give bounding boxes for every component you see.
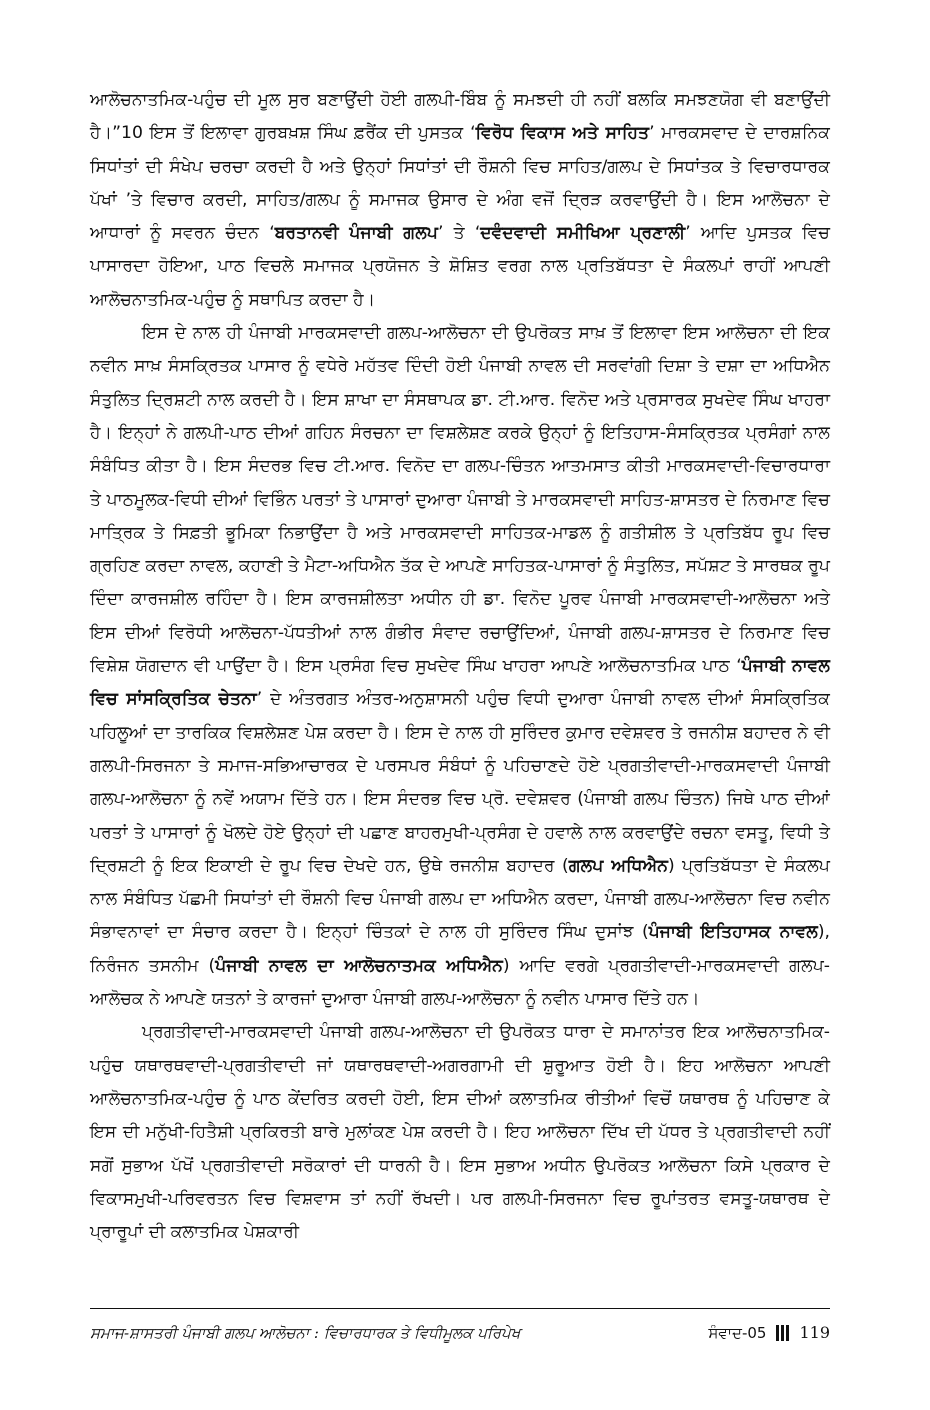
page-number: 119	[799, 1323, 830, 1342]
bold-title-text: ਦਵੰਦਵਾਦੀ ਸਮੀਖਿਆ ਪ੍ਰਣਾਲੀ	[480, 223, 686, 244]
body-text: ਇਸ ਦੇ ਨਾਲ ਹੀ ਪੰਜਾਬੀ ਮਾਰਕਸਵਾਦੀ ਗਲਪ-ਆਲੋਚਨਾ ਦੀ ਉਪਰੋਕਤ ਸਾਖ਼ ਤੋਂ ਇਲਾਵਾ ਇਸ ਆਲੋਚਨਾ ਦੀ ਇਕ ਨਵੀਨ ਸਾਖ਼ ਸੰਸਕ੍ਰਿਤਕ ਪਾਸਾਰ ਨੂੰ ਵਧੇਰੇ ਮਹੱਤਵ ਦਿੰਦੀ ਹੋਈ ਪੰਜਾਬੀ ਨਾਵਲ ਦੀ ਸਰਵਾਂਗੀ ਦਿਸ਼ਾ ਤੇ ਦਸ਼ਾ ਦਾ ਅਧਿਐਨ ਸੰਤੁਲਿਤ ਦ੍ਰਿਸ਼ਟੀ ਨਾਲ ਕਰਦੀ ਹੈ। ਇਸ ਸ਼ਾਖਾ ਦਾ ਸੰਸਥਾਪਕ ਡਾ. ਟੀ.ਆਰ. ਵਿਨੋਦ ਅਤੇ ਪ੍ਰਸਾਰਕ ਸੁਖਦੇਵ ਸਿੰਘ ਖਾਹਰਾ ਹੈ। ਇਨ੍ਹਾਂ ਨੇ ਗਲਪੀ-ਪਾਠ ਦੀਆਂ ਗਹਿਨ ਸੰਰਚਨਾ ਦਾ ਵਿਸ਼ਲੇਸ਼ਣ ਕਰਕੇ ਉਨ੍ਹਾਂ ਨੂੰ ਇਤਿਹਾਸ-ਸੰਸਕ੍ਰਿਤਕ ਪ੍ਰਸੰਗਾਂ ਨਾਲ ਸੰਬੰਧਿਤ ਕੀਤਾ ਹੈ। ਇਸ ਸੰਦਰਭ ਵਿਚ ਟੀ.ਆਰ. ਵਿਨੋਦ ਦਾ ਗਲਪ-ਚਿੰਤਨ ਆਤਮਸਾਤ ਕੀਤੀ ਮਾਰਕਸਵਾਦੀ-ਵਿਚਾਰਧਾਰਾ ਤੇ ਪਾਠਮੂਲਕ-ਵਿਧੀ ਦੀਆਂ ਵਿਭਿੰਨ ਪਰਤਾਂ ਤੇ ਪਾਸਾਰਾਂ ਦੁਆਰਾ ਪੰਜਾਬੀ ਤੇ ਮਾਰਕਸਵਾਦੀ ਸਾਹਿਤ-ਸ਼ਾਸਤਰ ਦੇ ਨਿਰਮਾਣ ਵਿਚ ਮਾਤ੍ਰਿਕ ਤੇ ਸਿਫ਼ਤੀ ਭੂਮਿਕਾ ਨਿਭਾਉਂਦਾ ਹੈ ਅਤੇ ਮਾਰਕਸਵਾਦੀ ਸਾਹਿਤਕ-ਮਾਡਲ ਨੂੰ ਗਤੀਸ਼ੀਲ ਤੇ ਪ੍ਰਤਿਬੱਧ ਰੂਪ ਵਿਚ ਗ੍ਰਹਿਣ ਕਰਦਾ ਨਾਵਲ, ਕਹਾਣੀ ਤੇ ਮੈਟਾ-ਅਧਿਐਨ ਤੱਕ ਦੇ ਆਪਣੇ ਸਾਹਿਤਕ-ਪਾਸਾਰਾਂ ਨੂੰ ਸੰਤੁਲਿਤ, ਸਪੱਸ਼ਟ ਤੇ ਸਾਰਥਕ ਰੂਪ ਦਿੰਦਾ ਕਾਰਜਸ਼ੀਲ ਰਹਿੰਦਾ ਹੈ। ਇਸ ਕਾਰਜਸ਼ੀਲਤਾ ਅਧੀਨ ਹੀ ਡਾ. ਵਿਨੋਦ ਪੂਰਵ ਪੰਜਾਬੀ ਮਾਰਕਸਵਾਦੀ-ਆਲੋਚਨਾ ਅਤੇ ਇਸ ਦੀਆਂ ਵਿਰੋਧੀ ਆਲੋਚਨਾ-ਪੱਧਤੀਆਂ ਨਾਲ ਗੰਭੀਰ ਸੰਵਾਦ ਰਚਾਉਂਦਿਆਂ, ਪੰਜਾਬੀ ਗਲਪ-ਸ਼ਾਸਤਰ ਦੇ ਨਿਰਮਾਣ ਵਿਚ ਵਿਸ਼ੇਸ਼ ਯੋਗਦਾਨ ਵੀ ਪਾਉਂਦਾ ਹੈ। ਇਸ ਪ੍ਰਸੰਗ ਵਿਚ ਸੁਖਦੇਵ ਸਿੰਘ ਖਾਹਰਾ ਆਪਣੇ ਆਲੋਚਨਾਤਮਿਕ ਪਾਠ ‘	[90, 323, 830, 677]
body-text: ਪ੍ਰਗਤੀਵਾਦੀ-ਮਾਰਕਸਵਾਦੀ ਪੰਜਾਬੀ ਗਲਪ-ਆਲੋਚਨਾ ਦੀ ਉਪਰੋਕਤ ਧਾਰਾ ਦੇ ਸਮਾਨਾਂਤਰ ਇਕ ਆਲੋਚਨਾਤਮਿਕ-ਪਹੁੰਚ ਯਥਾਰਥਵਾਦੀ-ਪ੍ਰਗਤੀਵਾਦੀ ਜਾਂ ਯਥਾਰਥਵਾਦੀ-ਅਗਰਗਾਮੀ ਦੀ ਸ਼ੁਰੂਆਤ ਹੋਈ ਹੈ। ਇਹ ਆਲੋਚਨਾ ਆਪਣੀ ਆਲੋਚਨਾਤਮਿਕ-ਪਹੁੰਚ ਨੂੰ ਪਾਠ ਕੇਂਦਰਿਤ ਕਰਦੀ ਹੋਈ, ਇਸ ਦੀਆਂ ਕਲਾਤਮਿਕ ਰੀਤੀਆਂ ਵਿਚੋਂ ਯਥਾਰਥ ਨੂੰ ਪਹਿਚਾਣ ਕੇ ਇਸ ਦੀ ਮਨੁੱਖੀ-ਹਿਤੈਸ਼ੀ ਪ੍ਰਕਿਰਤੀ ਬਾਰੇ ਮੁਲਾਂਕਣ ਪੇਸ਼ ਕਰਦੀ ਹੈ। ਇਹ ਆਲੋਚਨਾ ਦਿੱਖ ਦੀ ਪੱਧਰ ਤੇ ਪ੍ਰਗਤੀਵਾਦੀ ਨਹੀਂ ਸਗੋਂ ਸੁਭਾਅ ਪੱਖੋਂ ਪ੍ਰਗਤੀਵਾਦੀ ਸਰੋਕਾਰਾਂ ਦੀ ਧਾਰਨੀ ਹੈ। ਇਸ ਸੁਭਾਅ ਅਧੀਨ ਉਪਰੋਕਤ ਆਲੋਚਨਾ ਕਿਸੇ ਪ੍ਰਕਾਰ ਦੇ ਵਿਕਾਸਮੁਖੀ-ਪਰਿਵਰਤਨ ਵਿਚ ਵਿਸ਼ਵਾਸ ਤਾਂ ਨਹੀਂ ਰੱਖਦੀ। ਪਰ ਗਲਪੀ-ਸਿਰਜਨਾ ਵਿਚ ਰੂਪਾਂਤਰਤ ਵਸਤੂ-ਯਥਾਰਥ ਦੇ ਪ੍ਰਾਰੂਪਾਂ ਦੀ ਕਲਾਤਮਿਕ ਪੇਸ਼ਕਾਰੀ	[90, 1022, 830, 1243]
footer-right	[708, 1323, 830, 1342]
bold-title-text: ਪੰਜਾਬੀ ਇਤਿਹਾਸਕ ਨਾਵਲ	[648, 922, 818, 943]
triple-bar-icon	[776, 1325, 789, 1341]
bold-title-text: ਪੰਜਾਬੀ ਨਾਵਲ ਵਿਚ ਸਾਂਸਕ੍ਰਿਤਿਕ ਚੇਤਨਾ	[90, 656, 830, 710]
bold-title-text: ਬਰਤਾਨਵੀ ਪੰਜਾਬੀ ਗਲਪ	[274, 223, 438, 244]
bold-title-text: ਵਿਰੋਧ ਵਿਕਾਸ ਅਤੇ ਸਾਹਿਤ	[475, 123, 650, 144]
body-text: ’ ਤੇ ‘	[437, 223, 481, 244]
body-text: ’ ਆਦਿ ਪੁਸਤਕ ਵਿਚ ਪਾਸਾਰਦਾ ਹੋਇਆ, ਪਾਠ ਵਿਚਲੇ ਸਮਾਜਕ ਪ੍ਰਯੋਜਨ ਤੇ ਸ਼ੋਸ਼ਿਤ ਵਰਗ ਨਾਲ ਪ੍ਰਤਿਬੱਧਤਾ ਦੇ ਸੰਕਲਪਾਂ ਰਾਹੀਂ ਆਪਣੀ ਆਲੋਚਨਾਤਮਿਕ-ਪਹੁੰਚ ਨੂੰ ਸਥਾਪਿਤ ਕਰਦਾ ਹੈ।	[90, 223, 831, 310]
footer-rule	[90, 1308, 830, 1309]
page-footer	[90, 1308, 830, 1342]
body-text: ’ ਮਾਰਕਸਵਾਦ ਦੇ ਦਾਰਸ਼ਨਿਕ ਸਿਧਾਂਤਾਂ ਦੀ ਸੰਖੇਪ ਚਰਚਾ ਕਰਦੀ ਹੈ ਅਤੇ ਉਨ੍ਹਾਂ ਸਿਧਾਂਤਾਂ ਦੀ ਰੌਸ਼ਨੀ ਵਿਚ ਸਾਹਿਤ/ਗਲਪ ਦੇ ਸਿਧਾਂਤਕ ਤੇ ਵਿਚਾਰਧਾਰਕ ਪੱਖਾਂ ’ਤੇ ਵਿਚਾਰ ਕਰਦੀ, ਸਾਹਿਤ/ਗਲਪ ਨੂੰ ਸਮਾਜਕ ਉਸਾਰ ਦੇ ਅੰਗ ਵਜੋਂ ਦ੍ਰਿੜ ਕਰਵਾਉਂਦੀ ਹੈ। ਇਸ ਆਲੋਚਨਾ ਦੇ ਆਧਾਰਾਂ ਨੂੰ ਸਵਰਨ ਚੰਦਨ ‘	[90, 123, 831, 244]
body-text: ) ਪ੍ਰਤਿਬੱਧਤਾ ਦੇ ਸੰਕਲਪ ਨਾਲ ਸੰਬੰਧਿਤ ਪੱਛਮੀ ਸਿਧਾਂਤਾਂ ਦੀ ਰੌਸ਼ਨੀ ਵਿਚ ਪੰਜਾਬੀ ਗਲਪ ਦਾ ਅਧਿਐਨ ਕਰਦਾ, ਪੰਜਾਬੀ ਗਲਪ-ਆਲੋਚਨਾ ਵਿਚ ਨਵੀਨ ਸੰਭਾਵਨਾਵਾਂ ਦਾ ਸੰਚਾਰ ਕਰਦਾ ਹੈ। ਇਨ੍ਹਾਂ ਚਿੰਤਕਾਂ ਦੇ ਨਾਲ ਹੀ ਸੁਰਿੰਦਰ ਸਿੰਘ ਦੁਸਾਂਝ (	[90, 855, 830, 943]
paragraph-3	[90, 1016, 830, 1249]
body-text: ), ਨਿਰੰਜਨ ਤਸਨੀਮ (	[90, 922, 830, 976]
bold-title-text: ਪੰਜਾਬੀ ਨਾਵਲ ਦਾ ਆਲੋਚਨਾਤਮਕ ਅਧਿਐਨ	[215, 955, 503, 976]
paragraph-1	[90, 84, 830, 317]
body-text: ਆਲੋਚਨਾਤਮਿਕ-ਪਹੁੰਚ ਦੀ ਮੂਲ ਸੁਰ ਬਣਾਉਂਦੀ ਹੋਈ ਗਲਪੀ-ਬਿੰਬ ਨੂੰ ਸਮਝਦੀ ਹੀ ਨਹੀਂ ਬਲਕਿ ਸਮਝਣਯੋਗ ਵੀ ਬਣਾਉਂਦੀ ਹੈ।”10 ਇਸ ਤੋਂ ਇਲਾਵਾ ਗੁਰਬਖ਼ਸ਼ ਸਿੰਘ ਫ਼ਰੈਂਕ ਦੀ ਪੁਸਤਕ ‘	[90, 90, 830, 144]
journal-issue: ਸੰਵਾਦ-05	[708, 1323, 767, 1342]
bold-title-text: ਗਲਪ ਅਧਿਐਨ	[568, 855, 668, 876]
footer-row	[90, 1323, 830, 1342]
paragraph-2	[90, 317, 830, 1016]
running-title: ਸਮਾਜ-ਸ਼ਾਸਤਰੀ ਪੰਜਾਬੀ ਗਲਪ ਆਲੋਚਨਾ : ਵਿਚਾਰਧਾਰਕ ਤੇ ਵਿਧੀਮੂਲਕ ਪਰਿਪੇਖ	[90, 1323, 521, 1342]
page-body	[90, 84, 830, 1249]
body-text: ) ਆਦਿ ਵਰਗੇ ਪ੍ਰਗਤੀਵਾਦੀ-ਮਾਰਕਸਵਾਦੀ ਗਲਪ-ਆਲੋਚਕ ਨੇ ਆਪਣੇ ਯਤਨਾਂ ਤੇ ਕਾਰਜਾਂ ਦੁਆਰਾ ਪੰਜਾਬੀ ਗਲਪ-ਆਲੋਚਨਾ ਨੂੰ ਨਵੀਨ ਪਾਸਾਰ ਦਿੱਤੇ ਹਨ।	[90, 955, 830, 1010]
body-text: ’ ਦੇ ਅੰਤਰਗਤ ਅੰਤਰ-ਅਨੁਸ਼ਾਸਨੀ ਪਹੁੰਚ ਵਿਧੀ ਦੁਆਰਾ ਪੰਜਾਬੀ ਨਾਵਲ ਦੀਆਂ ਸੰਸਕ੍ਰਿਤਿਕ ਪਹਿਲੂਆਂ ਦਾ ਤਾਰਕਿਕ ਵਿਸ਼ਲੇਸ਼ਣ ਪੇਸ਼ ਕਰਦਾ ਹੈ। ਇਸ ਦੇ ਨਾਲ ਹੀ ਸੁਰਿੰਦਰ ਕੁਮਾਰ ਦਵੇਸ਼ਵਰ ਤੇ ਰਜਨੀਸ਼ ਬਹਾਦਰ ਨੇ ਵੀ ਗਲਪੀ-ਸਿਰਜਨਾ ਤੇ ਸਮਾਜ-ਸਭਿਆਚਾਰਕ ਦੇ ਪਰਸਪਰ ਸੰਬੰਧਾਂ ਨੂੰ ਪਹਿਚਾਣਦੇ ਹੋਏ ਪ੍ਰਗਤੀਵਾਦੀ-ਮਾਰਕਸਵਾਦੀ ਪੰਜਾਬੀ ਗਲਪ-ਆਲੋਚਨਾ ਨੂੰ ਨਵੇਂ ਅਯਾਮ ਦਿੱਤੇ ਹਨ। ਇਸ ਸੰਦਰਭ ਵਿਚ ਪ੍ਰੋ. ਦਵੇਸ਼ਵਰ (ਪੰਜਾਬੀ ਗਲਪ ਚਿੰਤਨ) ਜਿਥੇ ਪਾਠ ਦੀਆਂ ਪਰਤਾਂ ਤੇ ਪਾਸਾਰਾਂ ਨੂੰ ਖੋਲਦੇ ਹੋਏ ਉਨ੍ਹਾਂ ਦੀ ਪਛਾਣ ਬਾਹਰਮੁਖੀ-ਪ੍ਰਸੰਗ ਦੇ ਹਵਾਲੇ ਨਾਲ ਕਰਵਾਉਂਦੇ ਰਚਨਾ ਵਸਤੂ, ਵਿਧੀ ਤੇ ਦ੍ਰਿਸ਼ਟੀ ਨੂੰ ਇਕ ਇਕਾਈ ਦੇ ਰੂਪ ਵਿਚ ਦੇਖਦੇ ਹਨ, ਉਥੇ ਰਜਨੀਸ਼ ਬਹਾਦਰ (	[90, 689, 831, 876]
